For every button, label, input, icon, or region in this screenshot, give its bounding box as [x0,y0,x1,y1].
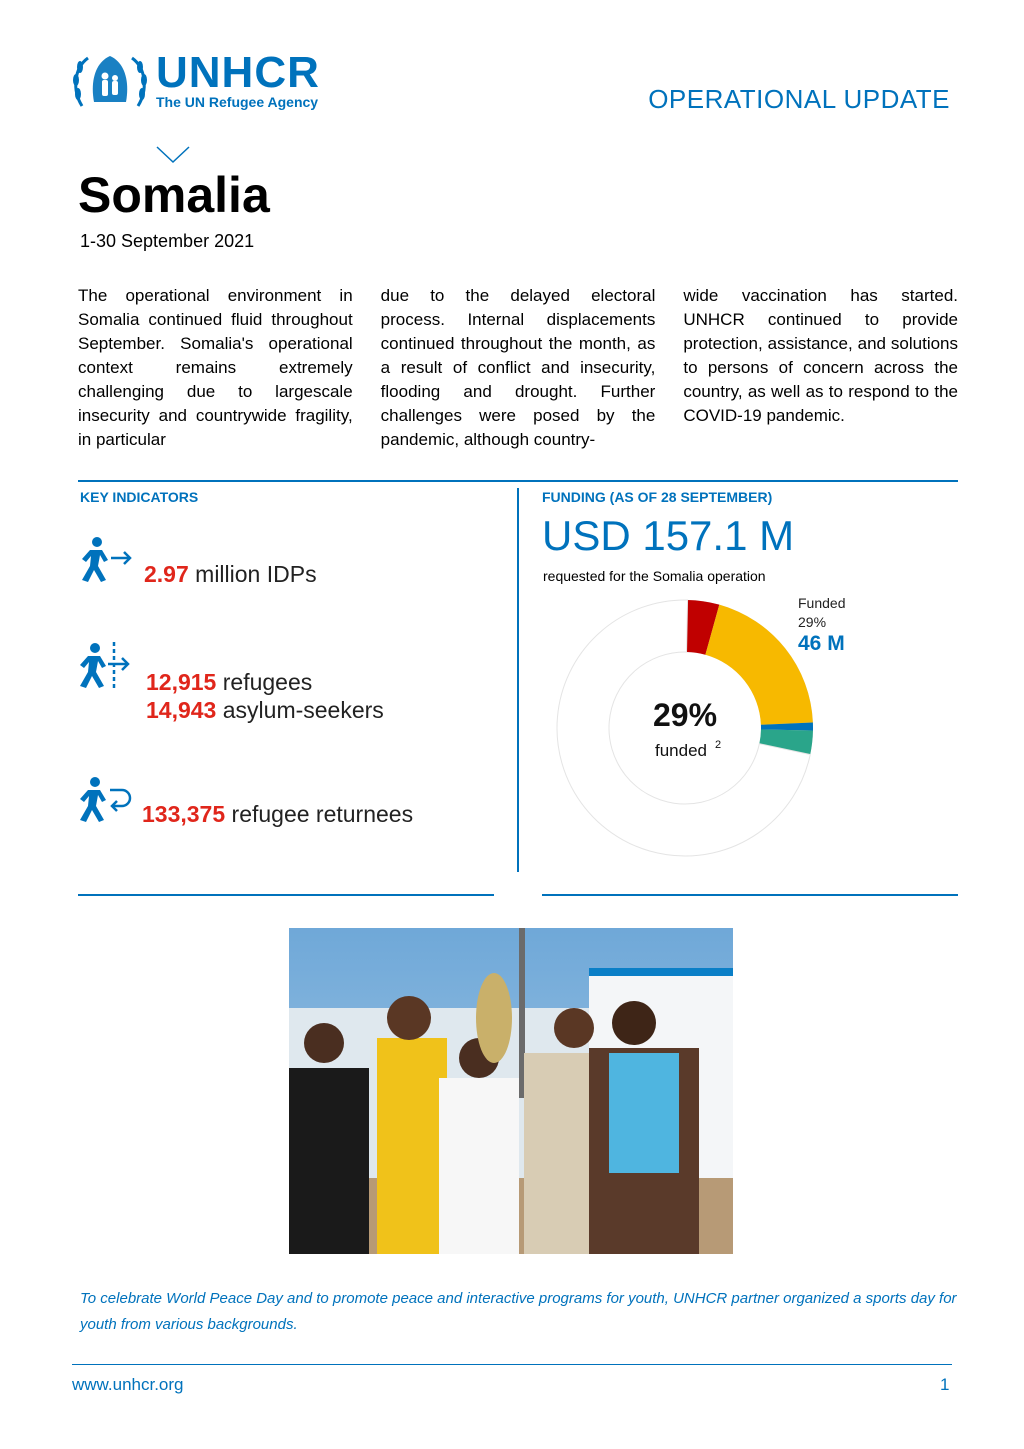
intro-text [78,284,958,452]
refugee-label: refugees [216,669,313,695]
refugee-person-arrow-icon [78,640,134,690]
idp-label: million IDPs [188,561,317,587]
funded-percent: 29% [798,614,827,630]
indicator-refugees [78,640,384,724]
refugee-number: 12,915 [146,669,217,695]
refugee-line [146,668,384,696]
intro-column: The operational environment in Somalia continued fluid throughout September. Somalia's operational context remains extremely challenging due to largescale insecurity and countrywide fragility, in particular [78,286,353,449]
event-photo [289,928,733,1254]
date-range: 1-30 September 2021 [80,231,255,251]
idp-count [144,560,317,588]
logo-wordmark: UNHCR [156,48,320,97]
divider [542,894,958,896]
funded-label: Funded [798,595,846,611]
funded-amount: 46 M [798,632,845,655]
funded-legend [798,594,845,632]
funding-donut-chart [555,598,815,858]
asylum-label: asylum-seekers [216,697,384,723]
asylum-number: 14,943 [146,697,217,723]
divider [78,894,494,896]
page-title: Somalia [78,167,270,223]
indicator-idps [78,536,317,588]
funding-description: requested for the Somalia operation [543,568,766,584]
divider [78,480,958,482]
indicator-returnees [78,776,413,828]
key-indicators-heading: KEY INDICATORS [80,489,199,505]
funding-heading: FUNDING (AS OF 28 SEPTEMBER) [542,489,773,505]
logo-tagline: The UN Refugee Agency [156,94,319,110]
footer-link[interactable]: www.unhcr.org [72,1375,184,1394]
footnote-marker: 2 [715,739,722,751]
donut-center-label: funded [655,741,707,760]
photo-caption: To celebrate World Peace Day and to promote peace and interactive programs for youth, UNHCR partner organized a sports day for youth from various backgrounds. [80,1290,957,1333]
chevron-down-icon [156,146,190,164]
donut-center-percent: 29% [652,697,718,733]
page-number: 1 [940,1375,950,1394]
intro-column: wide vaccination has started. UNHCR continued to provide protection, assistance, and solutions to persons of concern across the country, as well as to respond to the COVID-19 pandemic. [683,286,959,425]
funding-amount: USD 157.1 M [542,512,795,559]
photo-illustration [289,928,733,1254]
column-divider [517,488,519,872]
idp-number: 2.97 [144,561,189,587]
unhcr-emblem-icon [72,50,148,116]
idp-person-arrow-icon [78,536,134,586]
returnee-count [142,800,413,828]
refugee-counts [146,668,384,724]
unhcr-logo [72,48,352,118]
returnee-person-icon [78,776,134,826]
document-type: OPERATIONAL UPDATE [648,84,950,114]
returnee-number: 133,375 [142,801,226,827]
intro-column: due to the delayed electoral process. Internal displacements continued throughout the month, as a result of conflict and insecurity, flooding and drought. Further challenges were posed by the pandemic, although country- [380,286,656,449]
returnee-label: refugee returnees [225,801,414,827]
footer-divider [72,1364,952,1365]
asylum-line [146,696,384,724]
